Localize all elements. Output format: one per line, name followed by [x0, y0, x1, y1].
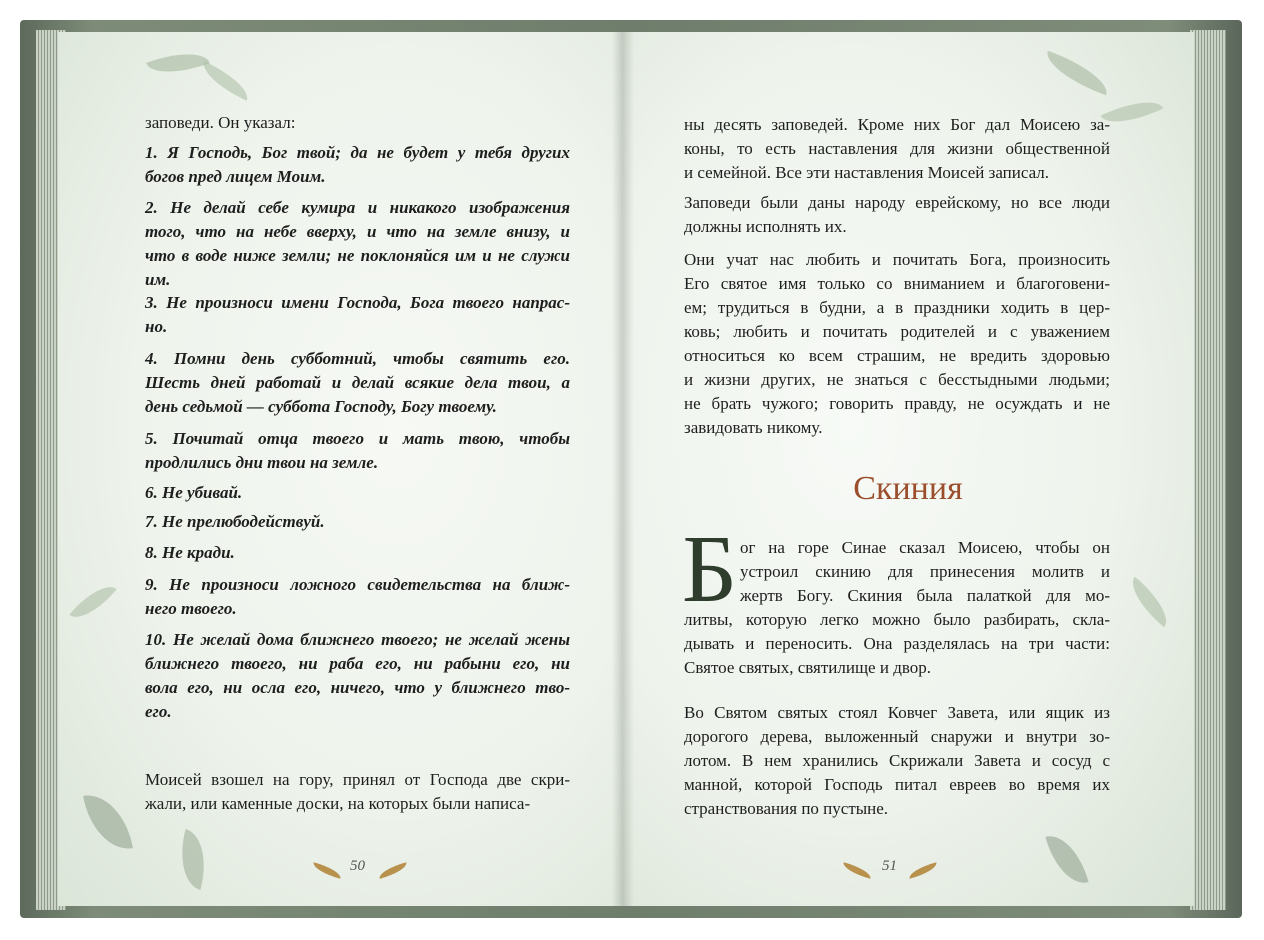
drop-cap: Б — [682, 515, 738, 622]
text-line: богов пред лицем Моим. — [145, 167, 326, 186]
text-line: им. — [145, 270, 171, 289]
text-line: но. — [145, 317, 168, 336]
text-line: Во Святом святых стоял Ковчег Завета, или ящик из — [684, 703, 1110, 722]
text-line: 9. Не произноси ложного свидетельства на ближ- — [145, 575, 570, 594]
text-line: жертв Богу. Скиния была палаткой для мо- — [740, 586, 1110, 605]
text-line: него твоего. — [145, 599, 237, 618]
text-line: жали, или каменные доски, на которых были написа- — [145, 794, 531, 813]
text-line: вола его, ни осла его, ничего, что у ближнего тво- — [145, 678, 570, 697]
page-number-right: 51 — [882, 858, 897, 874]
text-line: 10. Не желай дома ближнего твоего; не желай жены — [145, 630, 570, 649]
text-line: литвы, которую легко можно было разбирать, скла- — [684, 610, 1110, 629]
text-line: дывать и переносить. Она разделялась на три части: — [684, 634, 1110, 653]
text-line: относиться ко всем страшим, не вредить здоровью — [684, 346, 1110, 365]
text-line: Святое святых, святилище и двор. — [684, 658, 932, 677]
text-line: не брать чужого; говорить правду, не осуждать и не — [684, 394, 1110, 413]
text-line: ны десять заповедей. Кроме них Бог дал Моисею за- — [684, 115, 1110, 134]
text-line: 7. Не прелюбодействуй. — [145, 512, 325, 531]
text-line: лотом. В нем хранились Скрижали Завета и сосуд с — [684, 751, 1110, 770]
text-line: и семейной. Все эти наставления Моисей записал. — [684, 163, 1050, 182]
text-line: странствования по пустыне. — [684, 799, 889, 818]
text-line: его. — [145, 702, 172, 721]
text-line: того, что на небе вверху, и что на земле внизу, и — [145, 222, 570, 241]
text-line: завидовать никому. — [684, 418, 823, 437]
text-line: дорогого дерева, выложенный снаружи и внутри зо- — [684, 727, 1110, 746]
text-line: продлились дни твои на земле. — [145, 453, 379, 472]
text-line: ближнего твоего, ни раба его, ни рабыни его, ни — [145, 654, 570, 673]
text-line: 3. Не произноси имени Господа, Бога твоего напрас- — [145, 293, 570, 312]
text-line: ог на горе Синае сказал Моисею, чтобы он — [740, 538, 1110, 557]
text-line: ем; трудиться в будни, а в праздники ходить в цер- — [684, 298, 1110, 317]
text-line: и жизни других, не знаться с бесстыдными людьми; — [684, 370, 1110, 389]
text-line: 1. Я Господь, Бог твой; да не будет у тебя других — [145, 143, 570, 162]
text-line: 8. Не кради. — [145, 543, 235, 562]
text-line: ковь; любить и почитать родителей и с уважением — [684, 322, 1110, 341]
text-line: день седьмой — суббота Господу, Богу твоему. — [145, 397, 497, 416]
text-line: устроил скинию для принесения молитв и — [740, 562, 1110, 581]
text-line: 2. Не делай себе кумира и никакого изображения — [145, 198, 570, 217]
text-line: что в воде ниже земли; не поклоняйся им и не служи — [145, 246, 570, 265]
text-line: манной, которой Господь питал евреев во время их — [684, 775, 1110, 794]
text-line: коны, то есть наставления для жизни общественной — [684, 139, 1110, 158]
text-line: Моисей взошел на гору, принял от Господа две скри- — [145, 770, 570, 789]
text-line: 6. Не убивай. — [145, 483, 243, 502]
text-line: Его святое имя только со вниманием и благоговени- — [684, 274, 1110, 293]
text-line: 4. Помни день субботний, чтобы святить его. — [145, 349, 570, 368]
page-number-left: 50 — [350, 858, 365, 874]
text-line: заповеди. Он указал: — [145, 113, 296, 132]
text-line: Шесть дней работай и делай всякие дела твои, а — [145, 373, 570, 392]
text-line: 5. Почитай отца твоего и мать твою, чтобы — [145, 429, 570, 448]
text-line: Заповеди были даны народу еврейскому, но все люди — [684, 193, 1110, 212]
section-heading: Скиния — [853, 470, 963, 507]
text-line: должны исполнять их. — [684, 217, 847, 236]
text-line: Они учат нас любить и почитать Бога, произносить — [684, 250, 1110, 269]
